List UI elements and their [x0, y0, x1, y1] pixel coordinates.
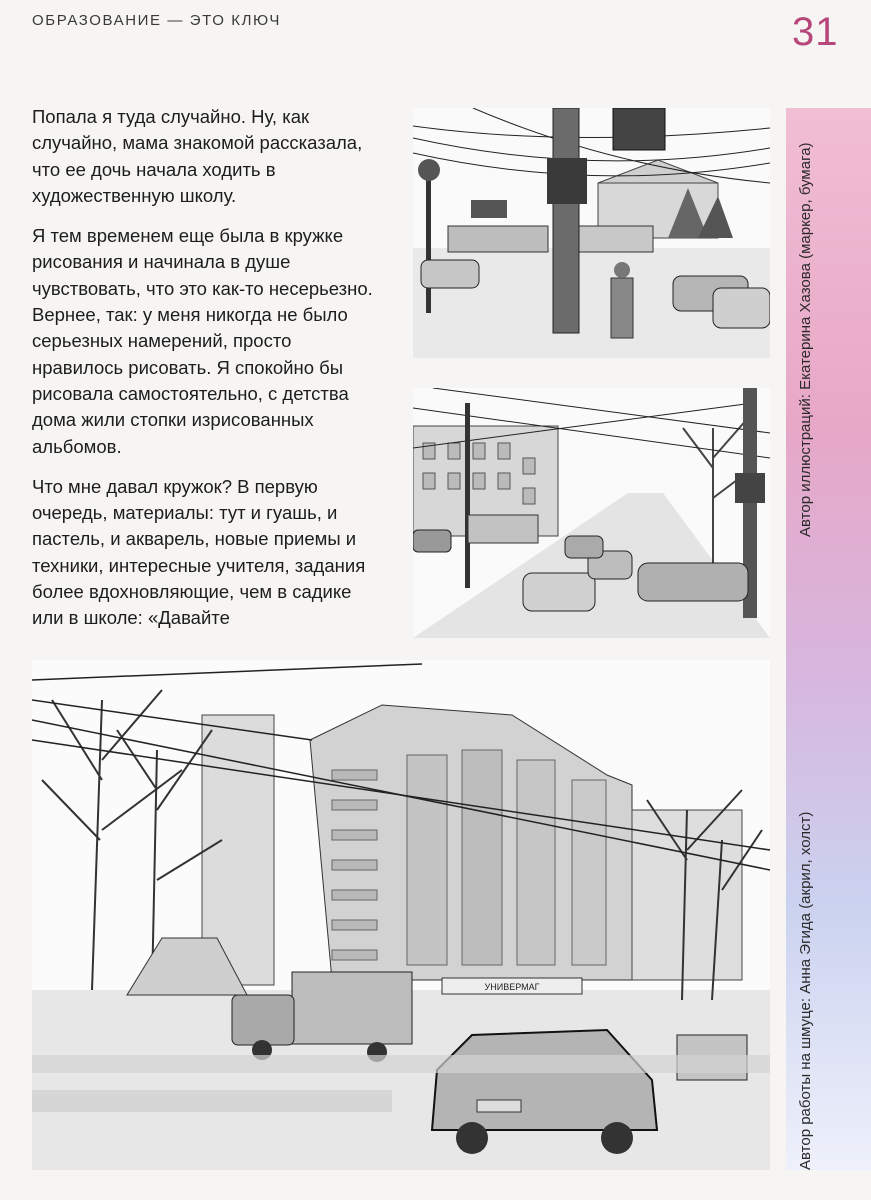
running-head: ОБРАЗОВАНИЕ — ЭТО КЛЮЧ	[32, 12, 281, 29]
illustration-city-buildings	[32, 660, 770, 1170]
paragraph: Я тем временем еще была в кружке рисования и начинала в душе чувствовать, что это как-то несерьезно. Вернее, так: у меня никогда не было серьезных намерений, просто нравилось рисовать. Я спокойно бы рисовала самостоятельно, с детства дома жили стопки изрисованных альбомов.	[32, 225, 373, 457]
illustrations-credit: Автор иллюстраций: Екатерина Хазова (маркер, бумага)	[797, 142, 814, 537]
body-text	[32, 104, 382, 646]
artwork-credit: Автор работы на шмуце: Анна Эгида (акрил, холст)	[797, 811, 814, 1170]
paragraph: Что мне давал кружок? В первую очередь, материалы: тут и гуашь, и пастель, и акварель, новые приемы и техники, интересные учителя, задания более вдохновляющие, чем в садике или в школе: «Давайте	[32, 475, 366, 629]
illustration-avenue-traffic	[413, 388, 770, 638]
illustration-street-crossing	[413, 108, 770, 358]
paragraph: Попала я туда случайно. Ну, как случайно, мама знакомой рассказала, что ее дочь начала ходить в художественную школу.	[32, 106, 363, 206]
store-sign: УНИВЕРМАГ	[484, 982, 540, 992]
page-number: 31	[792, 10, 839, 54]
